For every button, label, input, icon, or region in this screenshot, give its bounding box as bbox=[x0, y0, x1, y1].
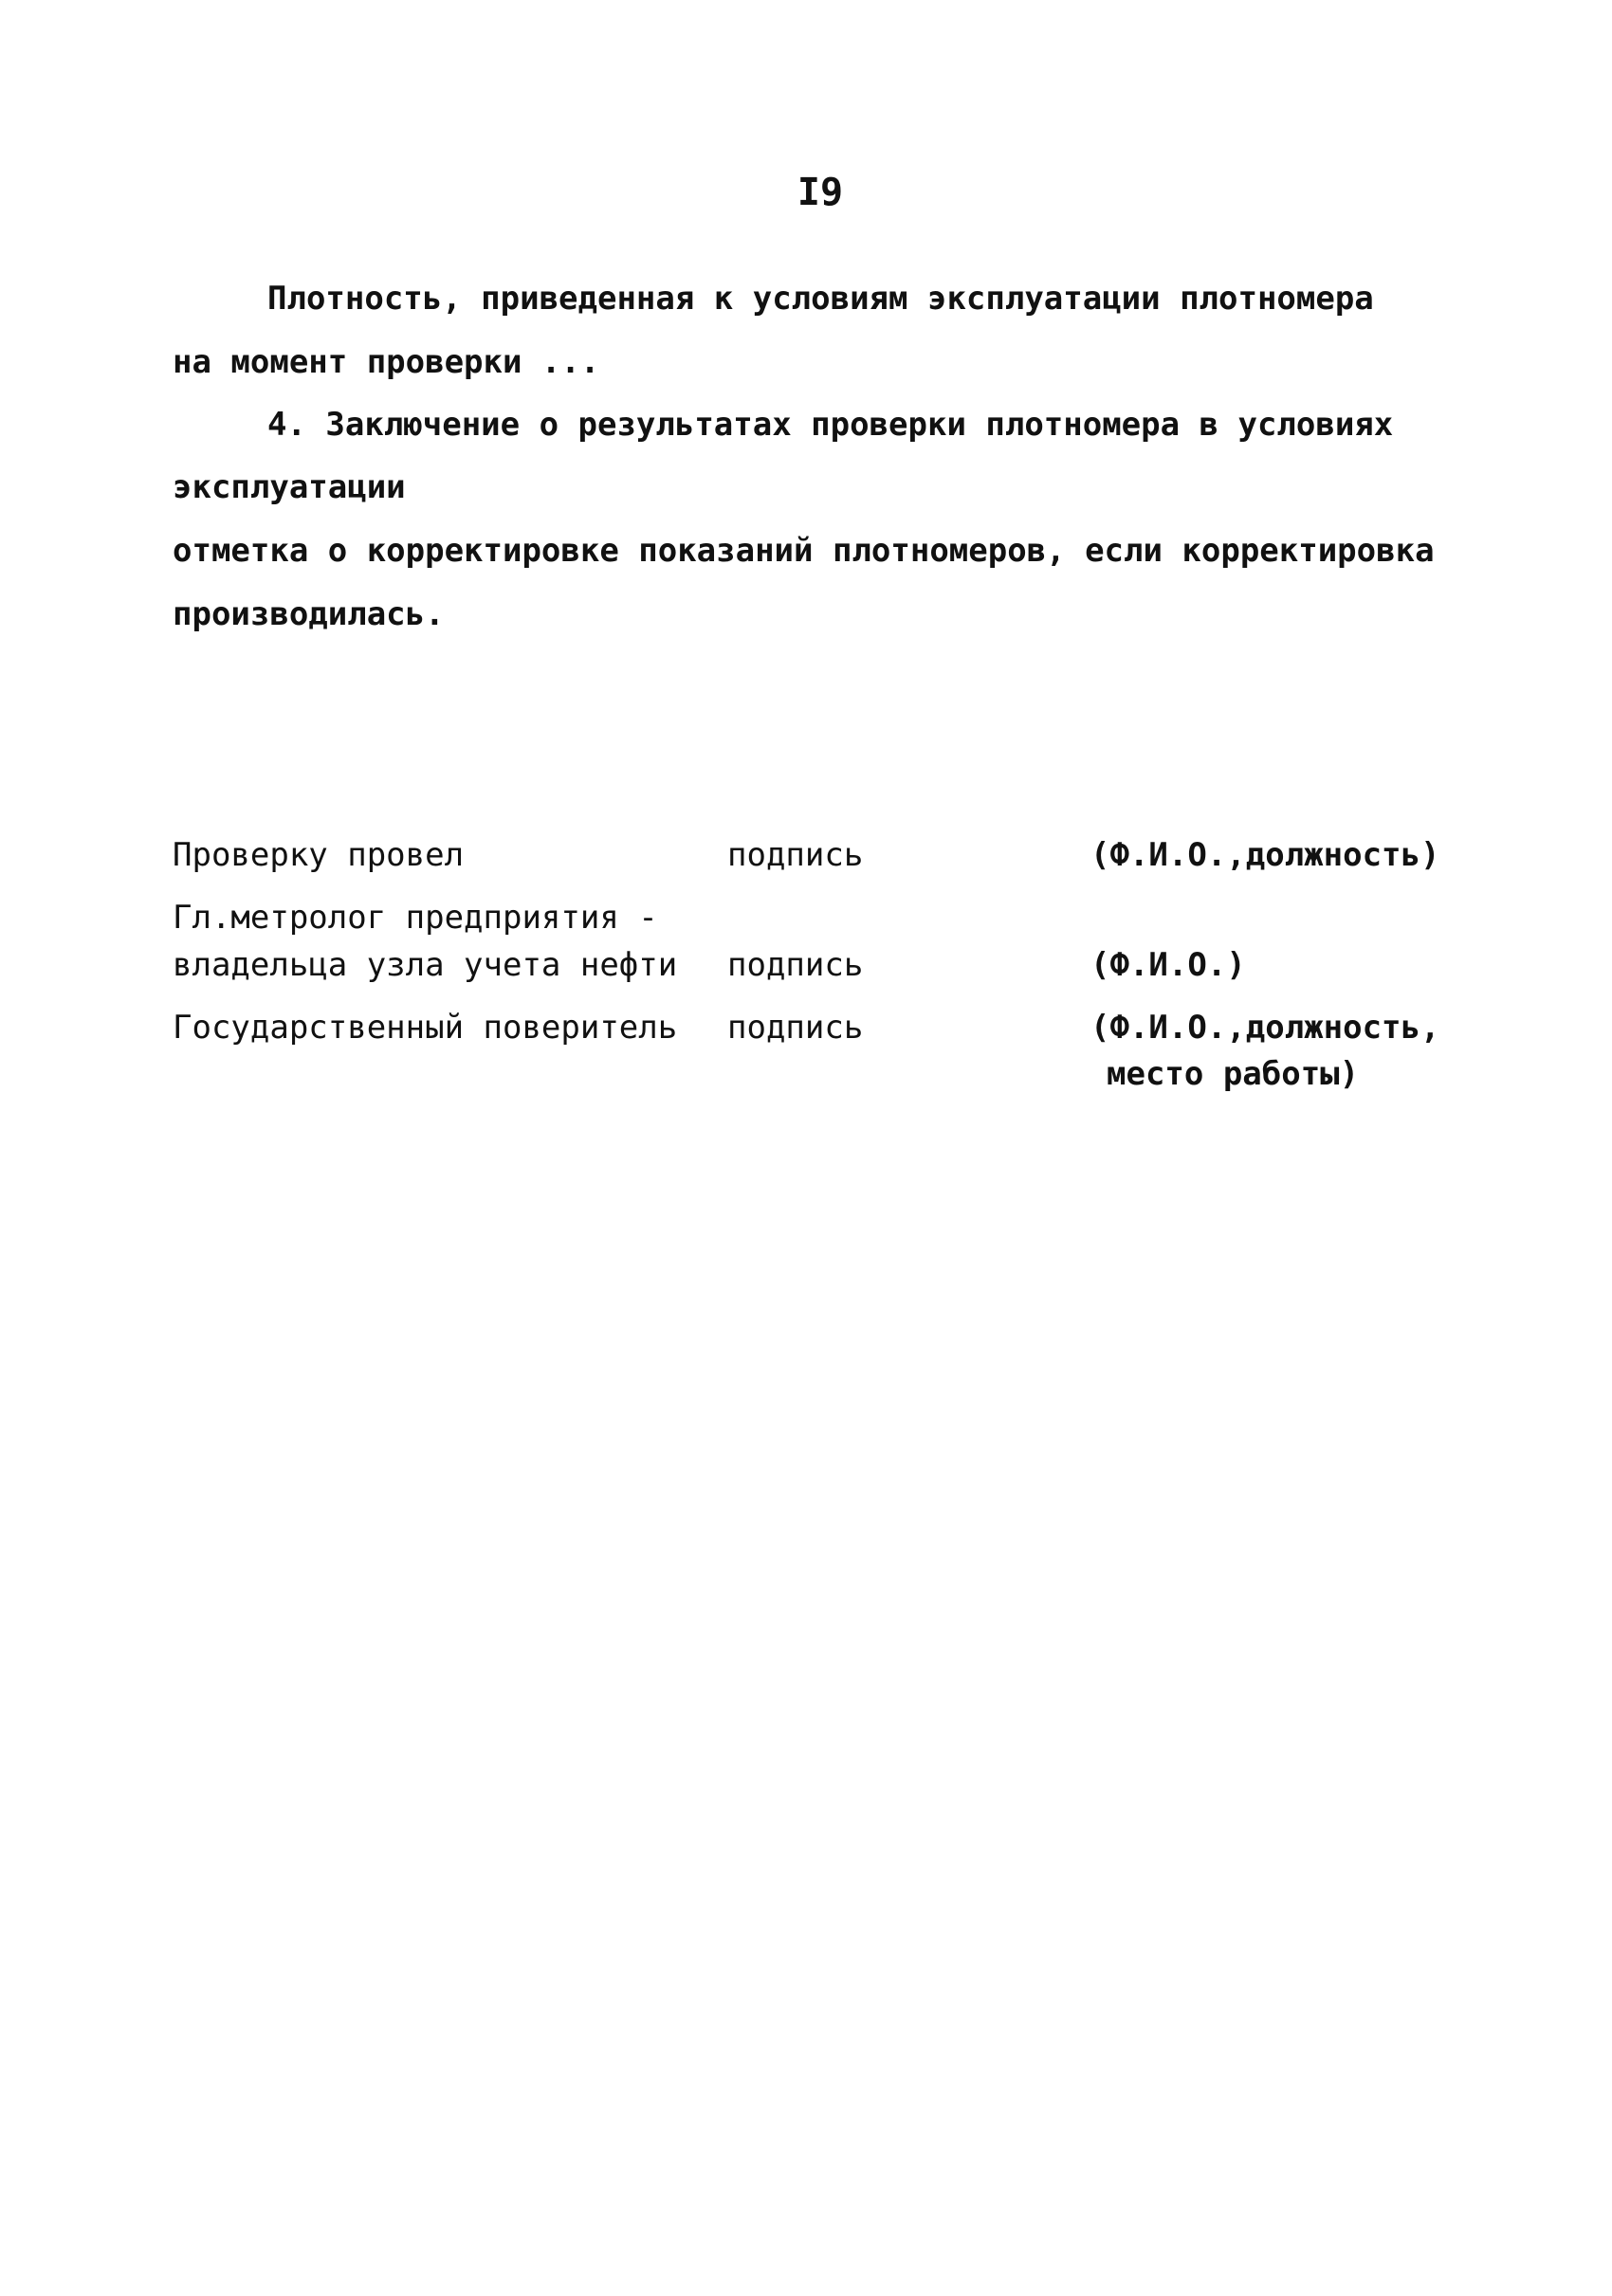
signature-details: (Ф.И.О.,должность, bbox=[1090, 1009, 1440, 1047]
paragraph-line-correction-note: отметка о корректировке показаний плотномеров, если корректировка bbox=[173, 532, 1435, 570]
signature-role: Проверку провел bbox=[173, 836, 465, 874]
signature-label: подпись bbox=[727, 836, 864, 874]
signature-details: (Ф.И.О.) bbox=[1090, 946, 1246, 984]
signature-label: подпись bbox=[727, 1009, 864, 1047]
signature-row-state-verifier bbox=[0, 1009, 1612, 1056]
signature-role: Гл.метролог предприятия - bbox=[173, 899, 658, 937]
signature-row-metrologist-line-1 bbox=[0, 899, 1612, 946]
paragraph-line-operation: эксплуатации bbox=[173, 468, 406, 506]
signature-role: Государственный поверитель bbox=[173, 1009, 678, 1047]
paragraph-line-density: Плотность, приведенная к условиям эксплуатации плотномера bbox=[267, 280, 1374, 318]
paragraph-line-conclusion: 4. Заключение о результатах проверки плотномера в условиях bbox=[267, 406, 1394, 444]
signature-details: место работы) bbox=[1107, 1055, 1360, 1093]
signature-label: подпись bbox=[727, 946, 864, 984]
signature-details: (Ф.И.О.,должность) bbox=[1090, 836, 1440, 874]
paragraph-line-performed: производилась. bbox=[173, 595, 445, 633]
signature-row-state-verifier-line-2 bbox=[0, 1055, 1612, 1102]
paragraph-line-check-moment: на момент проверки ... bbox=[173, 343, 600, 381]
signature-role: владельца узла учета нефти bbox=[173, 946, 678, 984]
signature-row-metrologist-line-2 bbox=[0, 946, 1612, 993]
page-number: I9 bbox=[797, 171, 844, 214]
signature-row-inspector bbox=[0, 836, 1612, 884]
